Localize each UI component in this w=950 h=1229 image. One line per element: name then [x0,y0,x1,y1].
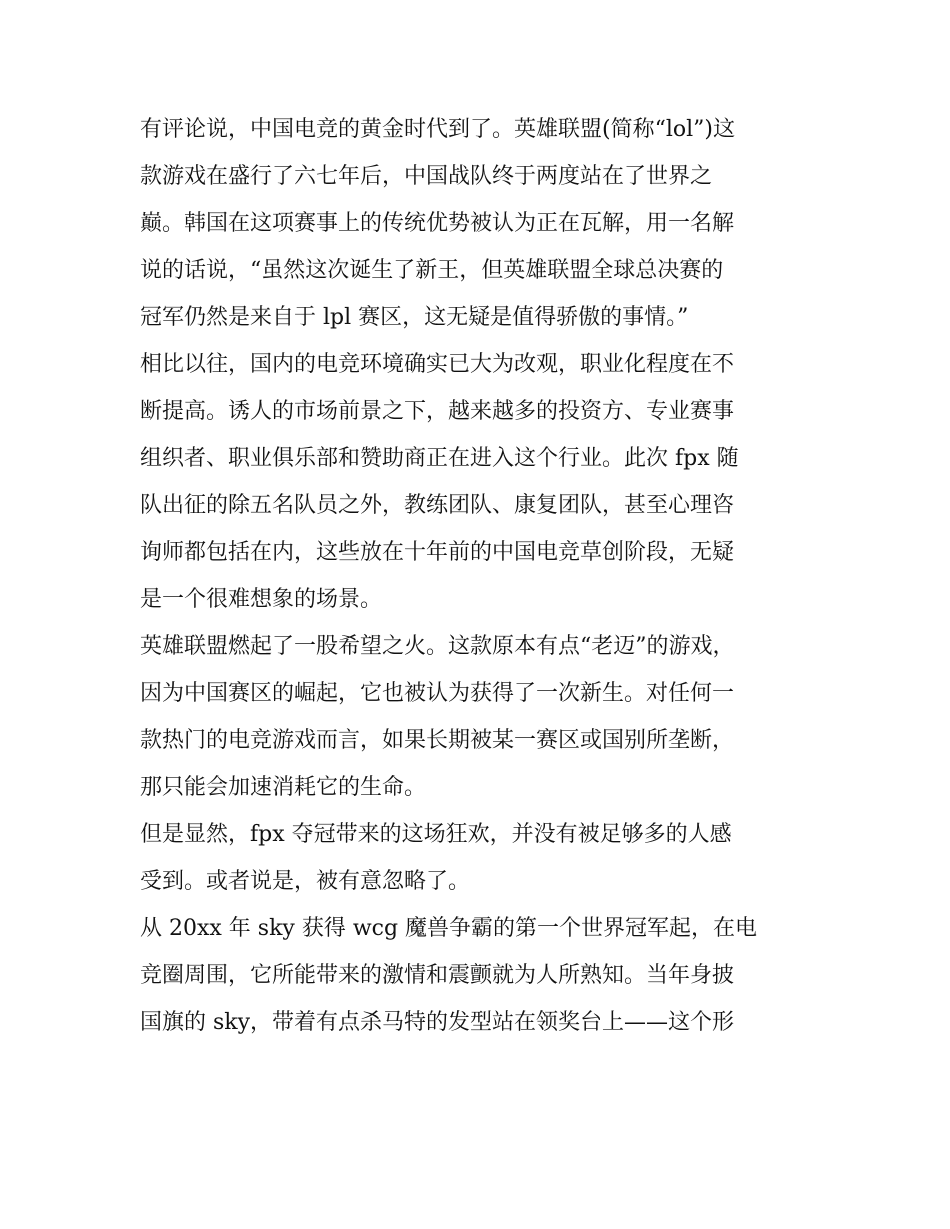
text-line: 国旗的 sky，带着有点杀马特的发型站在领奖台上——这个形 [140,1010,735,1035]
text-line: 询师都包括在内，这些放在十年前的中国电竞草创阶段，无疑 [140,540,735,565]
text-line: 有评论说，中国电竞的黄金时代到了。英雄联盟(简称“lol”)这 [140,117,735,142]
document-body [140,106,820,1046]
text-line: 队出征的除五名队员之外，教练团队、康复团队，甚至心理咨 [140,493,735,518]
paragraph-4 [140,811,820,905]
text-line: 那只能会加速消耗它的生命。 [140,775,427,800]
text-line: 巅。韩国在这项赛事上的传统优势被认为正在瓦解，用一名解 [140,211,735,236]
text-line: 冠军仍然是来自于 lpl 赛区，这无疑是值得骄傲的事情。” [140,305,689,330]
text-line: 断提高。诱人的市场前景之下，越来越多的投资方、专业赛事 [140,399,735,424]
text-line: 是一个很难想象的场景。 [140,587,383,612]
text-line: 竞圈周围，它所能带来的激情和震颤就为人所熟知。当年身披 [140,963,735,988]
text-line: 款游戏在盛行了六七年后，中国战队终于两度站在了世界之 [140,164,713,189]
text-line: 受到。或者说是，被有意忽略了。 [140,869,471,894]
text-line: 组织者、职业俱乐部和赞助商正在进入这个行业。此次 fpx 随 [140,446,739,471]
text-line: 因为中国赛区的崛起，它也被认为获得了一次新生。对任何一 [140,681,735,706]
paragraph-1 [140,106,820,341]
text-line: 说的话说，“虽然这次诞生了新王，但英雄联盟全球总决赛的 [140,258,724,283]
text-line: 但是显然，fpx 夺冠带来的这场狂欢，并没有被足够多的人感 [140,822,732,847]
paragraph-5 [140,905,820,1046]
text-line: 款热门的电竞游戏而言，如果长期被某一赛区或国别所垄断， [140,728,735,753]
text-line: 相比以往，国内的电竞环境确实已大为改观，职业化程度在不 [140,352,735,377]
text-line: 从 20xx 年 sky 获得 wcg 魔兽争霸的第一个世界冠军起，在电 [140,916,758,941]
text-line: 英雄联盟燃起了一股希望之火。这款原本有点“老迈”的游戏， [140,634,735,659]
paragraph-3 [140,623,820,811]
paragraph-2 [140,341,820,623]
